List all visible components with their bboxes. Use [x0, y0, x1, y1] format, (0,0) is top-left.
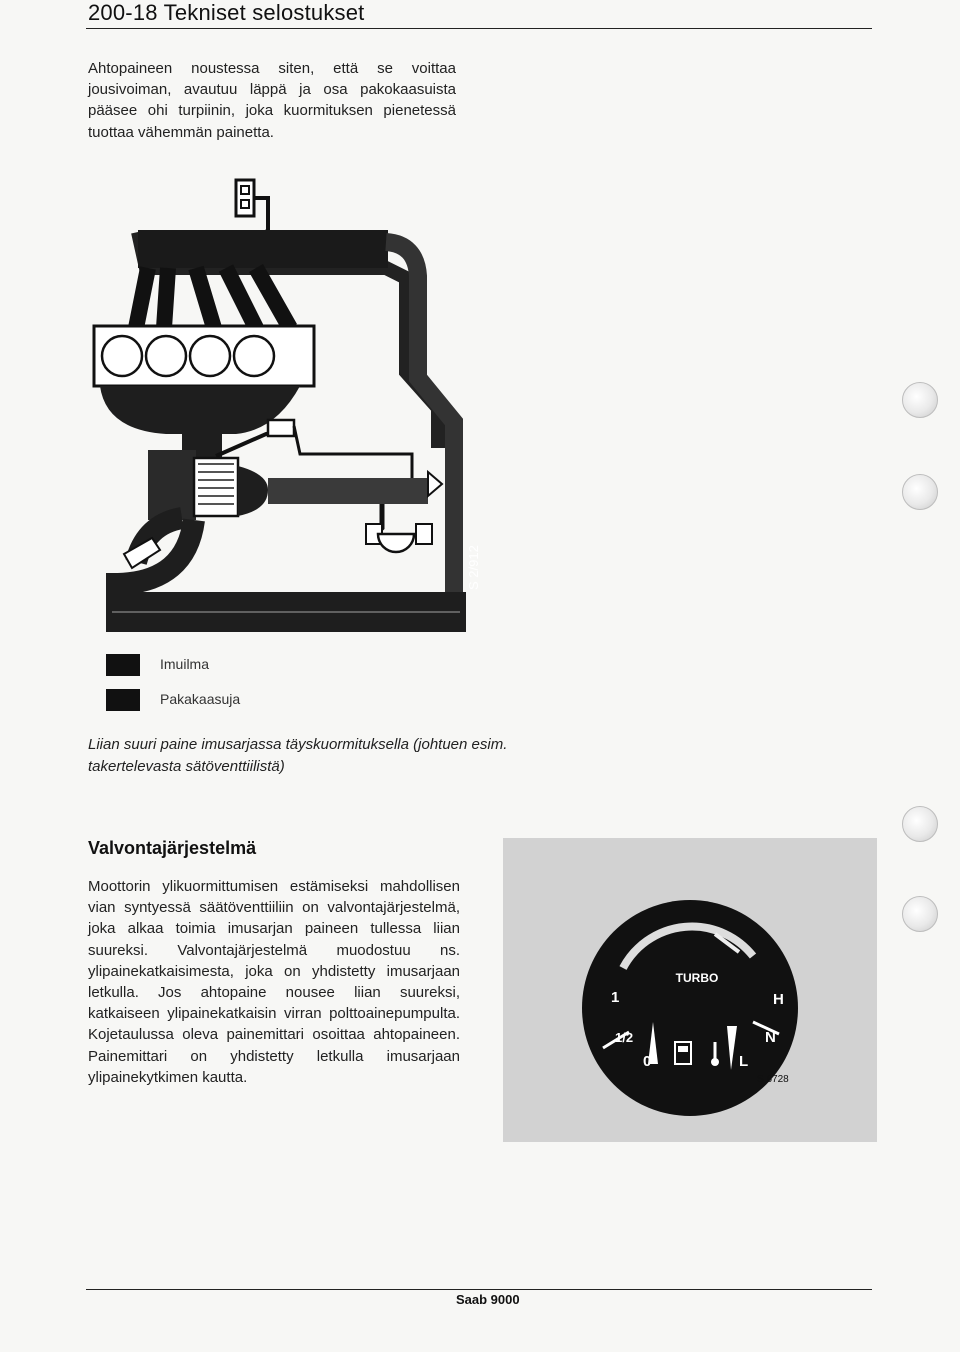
gauge-right-label-h: H [773, 991, 784, 1008]
intro-paragraph: Ahtopaineen noustessa siten, että se voittaa jousivoiman, avautuu läppä ja osa pakokaasuista pääsee ohi turpiinin, joka kuormituksen pienetessä tuottaa vähemmän painetta. [88, 60, 456, 141]
gauge-left-label-0: 0 [643, 1053, 652, 1070]
gauge-right-label-l: L [739, 1053, 749, 1070]
legend-label-exhaust: Pakakaasuja [160, 691, 241, 707]
gauge-brand: TURBO [675, 971, 719, 985]
gauge-photo-code: S 6728 [757, 1074, 789, 1085]
legend-swatch-exhaust [106, 689, 140, 711]
section-paragraph: Moottorin ylikuormittumisen estämiseksi mahdollisen vian syntyessä säätöventtiiliin on valvontajärjestelmä, joka alkaa toimia imusarjan paineen tullessa liian suureksi. Valvontajärjestelmä muodostuu ns. ylipainekatkaisimesta, joka on yhdistetty imusarjaan letkulla. Jos ahtopaine nousee liian suureksi, katkaiseen ylipainekatkaisin virran polttoainepumpulta. Kojetaulussa oleva painemittari osoittaa ahtopaineen. Painemittari on yhdistetty letkulla imusarjaan ylipainekytkimen kautta. [88, 878, 460, 1086]
diagram-code: S 2/912 [466, 545, 481, 590]
punch-hole [902, 382, 938, 418]
figure-caption: Liian suuri paine imusarjassa täyskuormituksella (johtuen esim. takertelevasta sätöventtiilistä) [88, 736, 508, 775]
page-title: 200-18 Tekniset selostukset [88, 0, 365, 25]
turbo-system-diagram [86, 172, 486, 642]
punch-hole [902, 474, 938, 510]
footer-rule [86, 1289, 872, 1290]
boost-gauge-illustration [503, 838, 877, 1142]
legend-swatch-intake-air [106, 654, 140, 676]
legend-label-intake-air: Imuilma [160, 656, 210, 672]
punch-hole [902, 896, 938, 932]
gauge-left-label-half: 1/2 [615, 1030, 634, 1045]
gauge-right-label-n: N [765, 1029, 776, 1046]
punch-hole [902, 806, 938, 842]
section-heading: Valvontajärjestelmä [88, 838, 257, 858]
footer-label: Saab 9000 [456, 1292, 520, 1307]
gauge-left-label-1: 1 [611, 989, 620, 1006]
header-rule [86, 28, 872, 29]
